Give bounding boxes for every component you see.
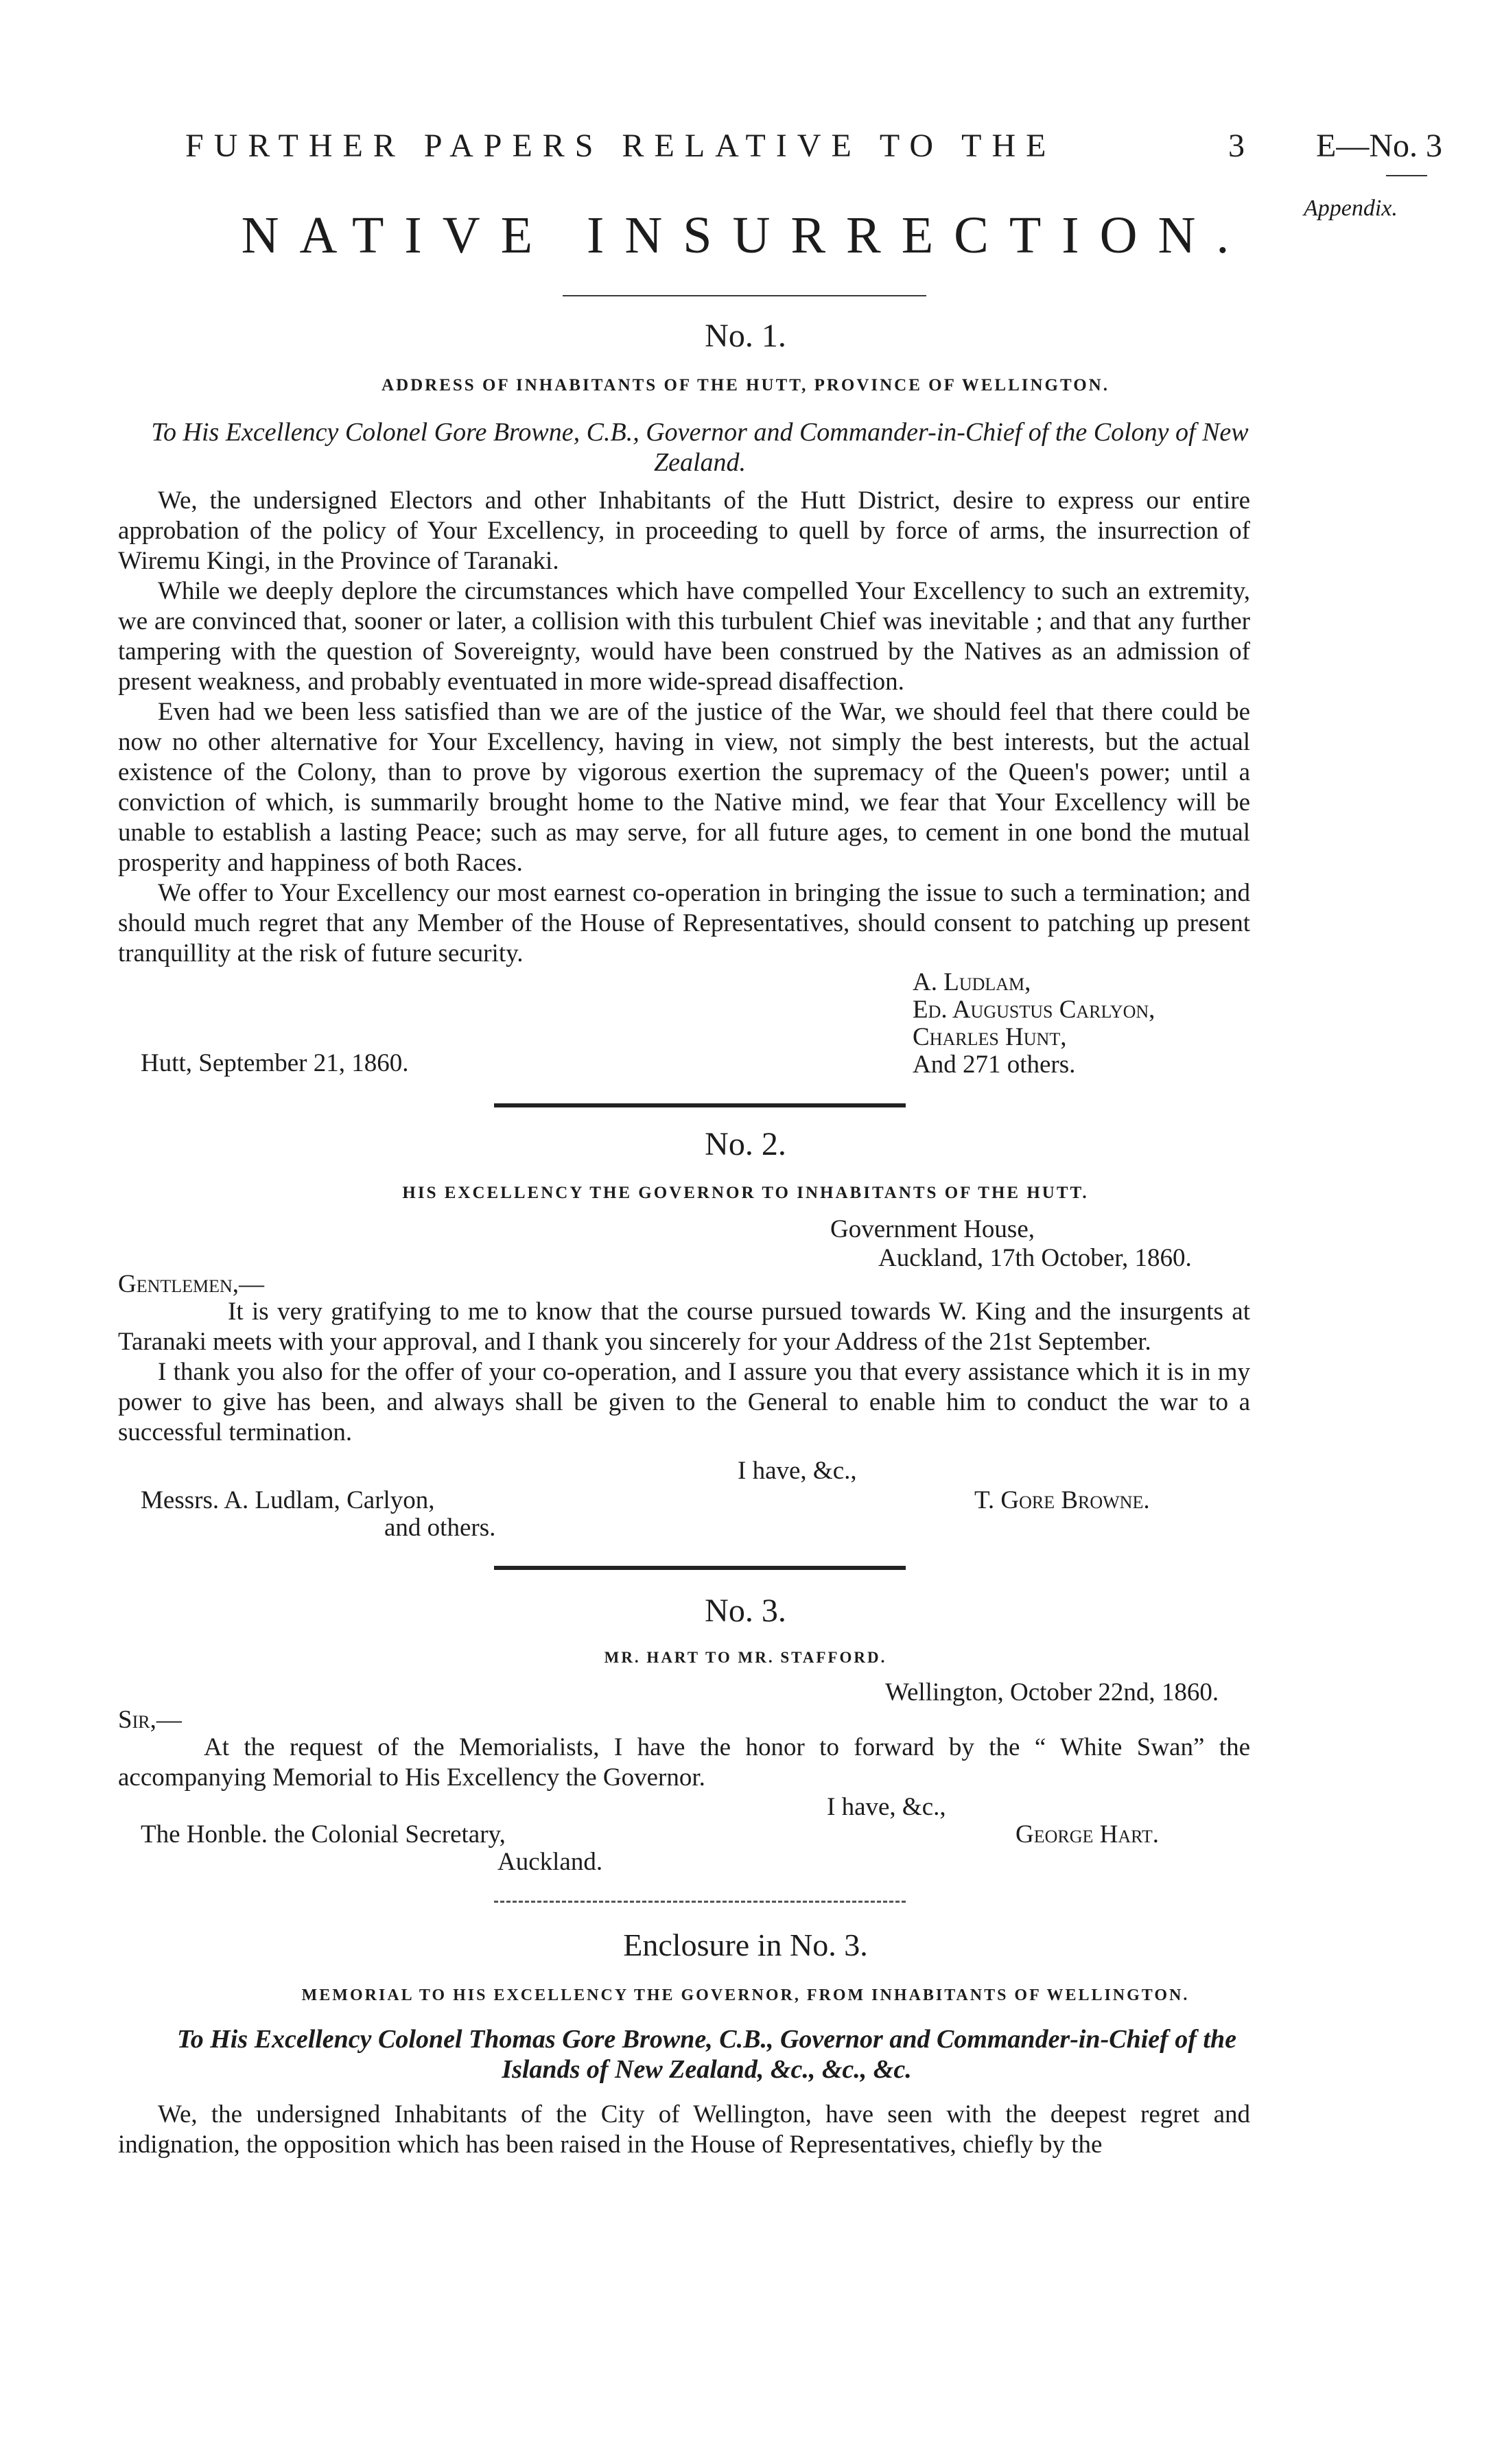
doc1-paragraph: While we deeply deplore the circumstances which have compelled Your Excellency to such an extremity, we are convinced that, sooner or later, a collision with this turbulent Chief was inevitable ; and that any further tampering with the question of Sovereignty, would have been construed by the Natives as an admission of present weakness, and probably eventuated in more wide-spread disaffection. [118,577,1250,696]
doc1-heading: ADDRESS OF INHABITANTS OF THE HUTT, PROVINCE OF WELLINGTON. [381,376,1110,395]
doc2-date: Auckland, 17th October, 1860. [878,1244,1192,1272]
title-rule [563,295,926,296]
main-title: NATIVE INSURRECTION. [241,207,1250,264]
doc3-salutation: Sir,— [118,1706,182,1734]
enclosure-body [118,2100,1250,2160]
doc2-recipient: Messrs. A. Ludlam, Carlyon, [141,1486,435,1514]
page-number: 3 [1228,128,1245,164]
doc2-number: No. 2. [705,1126,786,1162]
doc1-paragraph: Even had we been less satisfied than we are of the justice of the War, we should feel that there could be now no other alternative for Your Excellency, having in view, not simply the best interests, but the actual existence of the Colony, than to prove by vigorous exertion the supremacy of the Queen's power; until a conviction of which, is summarily brought home to the Native mind, we fear that Your Excellency will be unable to establish a lasting Peace; such as may serve, for all future ages, to cement in one bond the mutual prosperity and happiness of both Races. [118,698,1250,877]
doc2-paragraph: I thank you also for the offer of your co-operation, and I assure you that every assistance which it is in my power to give has been, and always shall be given to the General to enable him to conduct the war to a successful termination. [118,1358,1250,1446]
doc1-signatory: Ed. Augustus Carlyon, [913,996,1155,1024]
doc2-salutation: Gentlemen,— [118,1270,265,1298]
enclosure-rule [494,1901,906,1903]
appendix-label: Appendix. [1304,196,1398,221]
doc3-heading: MR. HART TO MR. STAFFORD. [604,1649,887,1666]
doc1-body [118,486,1250,969]
doc2-closing: I have, &c., [738,1457,857,1485]
doc3-number: No. 3. [705,1593,786,1629]
running-title: FURTHER PAPERS RELATIVE TO THE [185,128,1057,164]
doc3-signature: George Hart. [1015,1820,1160,1849]
doc1-paragraph: We, the undersigned Electors and other Inhabitants of the Hutt District, desire to express our entire approbation of the policy of Your Excellency, in proceeding to quell by force of arms, the insurrection of Wiremu Kingi, in the Province of Taranaki. [118,486,1250,575]
doc1-paragraph: We offer to Your Excellency our most earnest co-operation in bringing the issue to such a termination; and should much regret that any Member of the House of Representatives, should consent to patching up present tranquillity at the risk of future security. [118,879,1250,967]
doc3-date: Wellington, October 22nd, 1860. [885,1678,1219,1706]
doc1-signatory: Charles Hunt, [913,1023,1067,1051]
section-rule [494,1566,906,1570]
doc1-signatory: A. Ludlam, [913,968,1031,996]
doc1-number: No. 1. [705,318,786,354]
doc2-recipient: and others. [384,1514,496,1542]
doc3-closing: I have, &c., [827,1793,946,1821]
doc2-heading: HIS EXCELLENCY THE GOVERNOR TO INHABITANTS OF THE HUTT. [402,1184,1089,1202]
doc1-place-date: Hutt, September 21, 1860. [141,1049,409,1077]
doc2-address: Government House, [830,1215,1035,1243]
enclosure-title: Enclosure in No. 3. [623,1927,868,1962]
doc2-body [118,1297,1250,1448]
doc2-signature: T. Gore Browne. [974,1486,1150,1514]
enclosure-paragraph: We, the undersigned Inhabitants of the City of Wellington, have seen with the deepest regret and indignation, the opposition which has been raised in the House of Representatives, chiefly by the [118,2100,1250,2159]
doc3-recipient: Auckland. [497,1848,603,1876]
doc1-signatory: And 271 others. [913,1051,1076,1079]
doc3-recipient: The Honble. the Colonial Secretary, [141,1820,506,1849]
doc2-paragraph: It is very gratifying to me to know that the course pursued towards W. King and the insurgents at Taranaki meets with your approval, and I thank you sincerely for your Address of the 21st September. [118,1298,1250,1356]
doc1-addressee: To His Excellency Colonel Gore Browne, C.B., Governor and Commander-in-Chief of the Colony of New Zealand. [151,418,1249,477]
section-rule [494,1103,906,1107]
enclosure-heading: MEMORIAL TO HIS EXCELLENCY THE GOVERNOR, FROM INHABITANTS OF WELLINGTON. [301,1986,1190,2004]
document-enumeration: E—No. 3 [1316,128,1442,164]
doc3-body [118,1733,1250,1793]
enumeration-rule [1386,175,1427,176]
enclosure-addressee: To His Excellency Colonel Thomas Gore Browne, C.B., Governor and Commander-in-Chief of the Islands of New Zealand, &c., &c., &c. [176,2025,1236,2084]
doc3-paragraph: At the request of the Memorialists, I have the honor to forward by the “ White Swan” the accompanying Memorial to His Excellency the Governor. [118,1733,1250,1792]
